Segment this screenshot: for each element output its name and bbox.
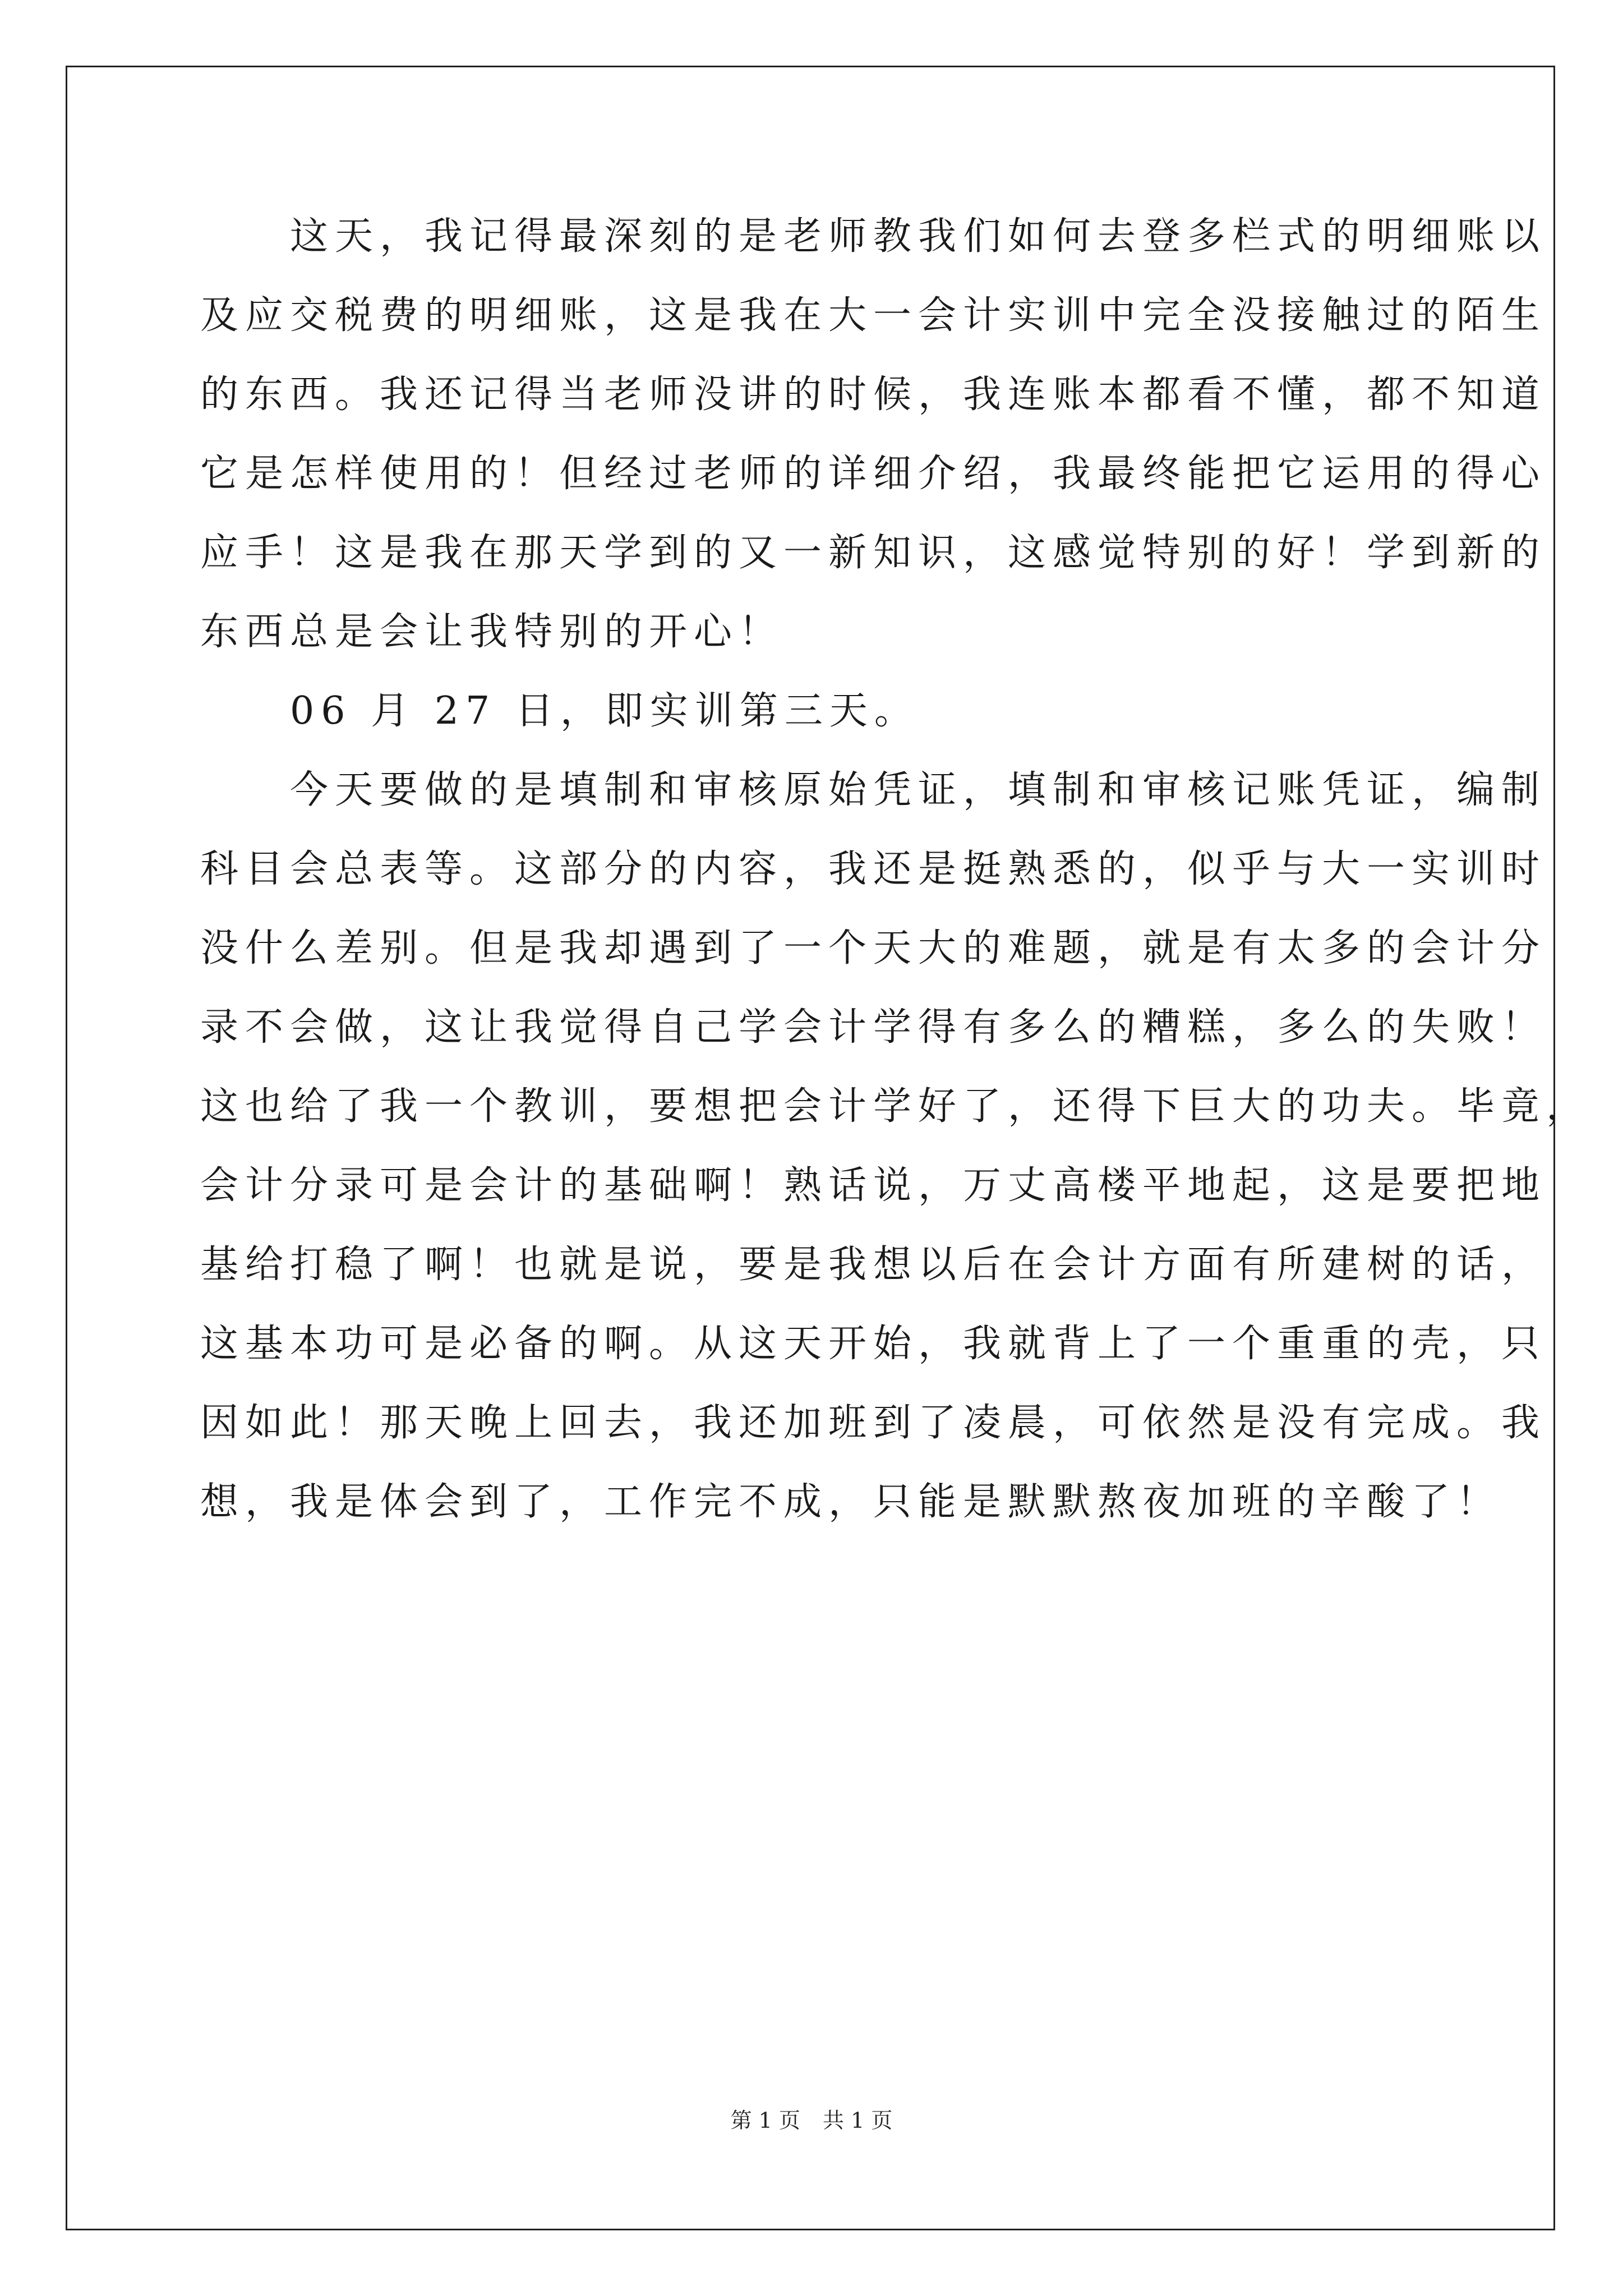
page-total: 共 1 页	[823, 2108, 893, 2133]
page-footer	[0, 2106, 1623, 2134]
text-line: 东西总是会让我特别的开心！	[200, 610, 784, 654]
text-line: 没什么差别。但是我却遇到了一个天大的难题，就是有太多的会计分	[200, 926, 1547, 970]
text-line: 及应交税费的明细账，这是我在大一会计实训中完全没接触过的陌生	[200, 293, 1547, 338]
text-line: 因如此！那天晚上回去，我还加班到了凌晨，可依然是没有完成。我	[200, 1401, 1547, 1445]
text-line: 想，我是体会到了，工作完不成，只能是默默熬夜加班的辛酸了！	[200, 1480, 1502, 1524]
text-line: 科目会总表等。这部分的内容，我还是挺熟悉的，似乎与大一实训时	[200, 847, 1547, 891]
page-number: 第 1 页	[730, 2108, 800, 2133]
text-line: 这基本功可是必备的啊。从这天开始，我就背上了一个重重的壳，只	[200, 1322, 1547, 1366]
text-line: 的东西。我还记得当老师没讲的时候，我连账本都看不懂，都不知道	[200, 372, 1547, 417]
text-line: 会计分录可是会计的基础啊！熟话说，万丈高楼平地起，这是要把地	[200, 1163, 1547, 1208]
date-heading-line: 06 月 27 日，即实训第三天。	[200, 689, 919, 733]
text-line: 基给打稳了啊！也就是说，要是我想以后在会计方面有所建树的话，	[200, 1243, 1547, 1287]
text-line: 录不会做，这让我觉得自己学会计学得有多么的糟糕，多么的失败！	[200, 1005, 1547, 1050]
text-line: 这也给了我一个教训，要想把会计学好了，还得下巨大的功夫。毕竟，	[200, 1084, 1592, 1129]
text-line: 它是怎样使用的！但经过老师的详细介绍，我最终能把它运用的得心	[200, 452, 1547, 496]
text-line: 今天要做的是填制和审核原始凭证，填制和审核记账凭证，编制	[200, 768, 1547, 812]
text-line: 这天，我记得最深刻的是老师教我们如何去登多栏式的明细账以	[200, 214, 1547, 259]
text-line: 应手！这是我在那天学到的又一新知识，这感觉特别的好！学到新的	[200, 531, 1547, 575]
